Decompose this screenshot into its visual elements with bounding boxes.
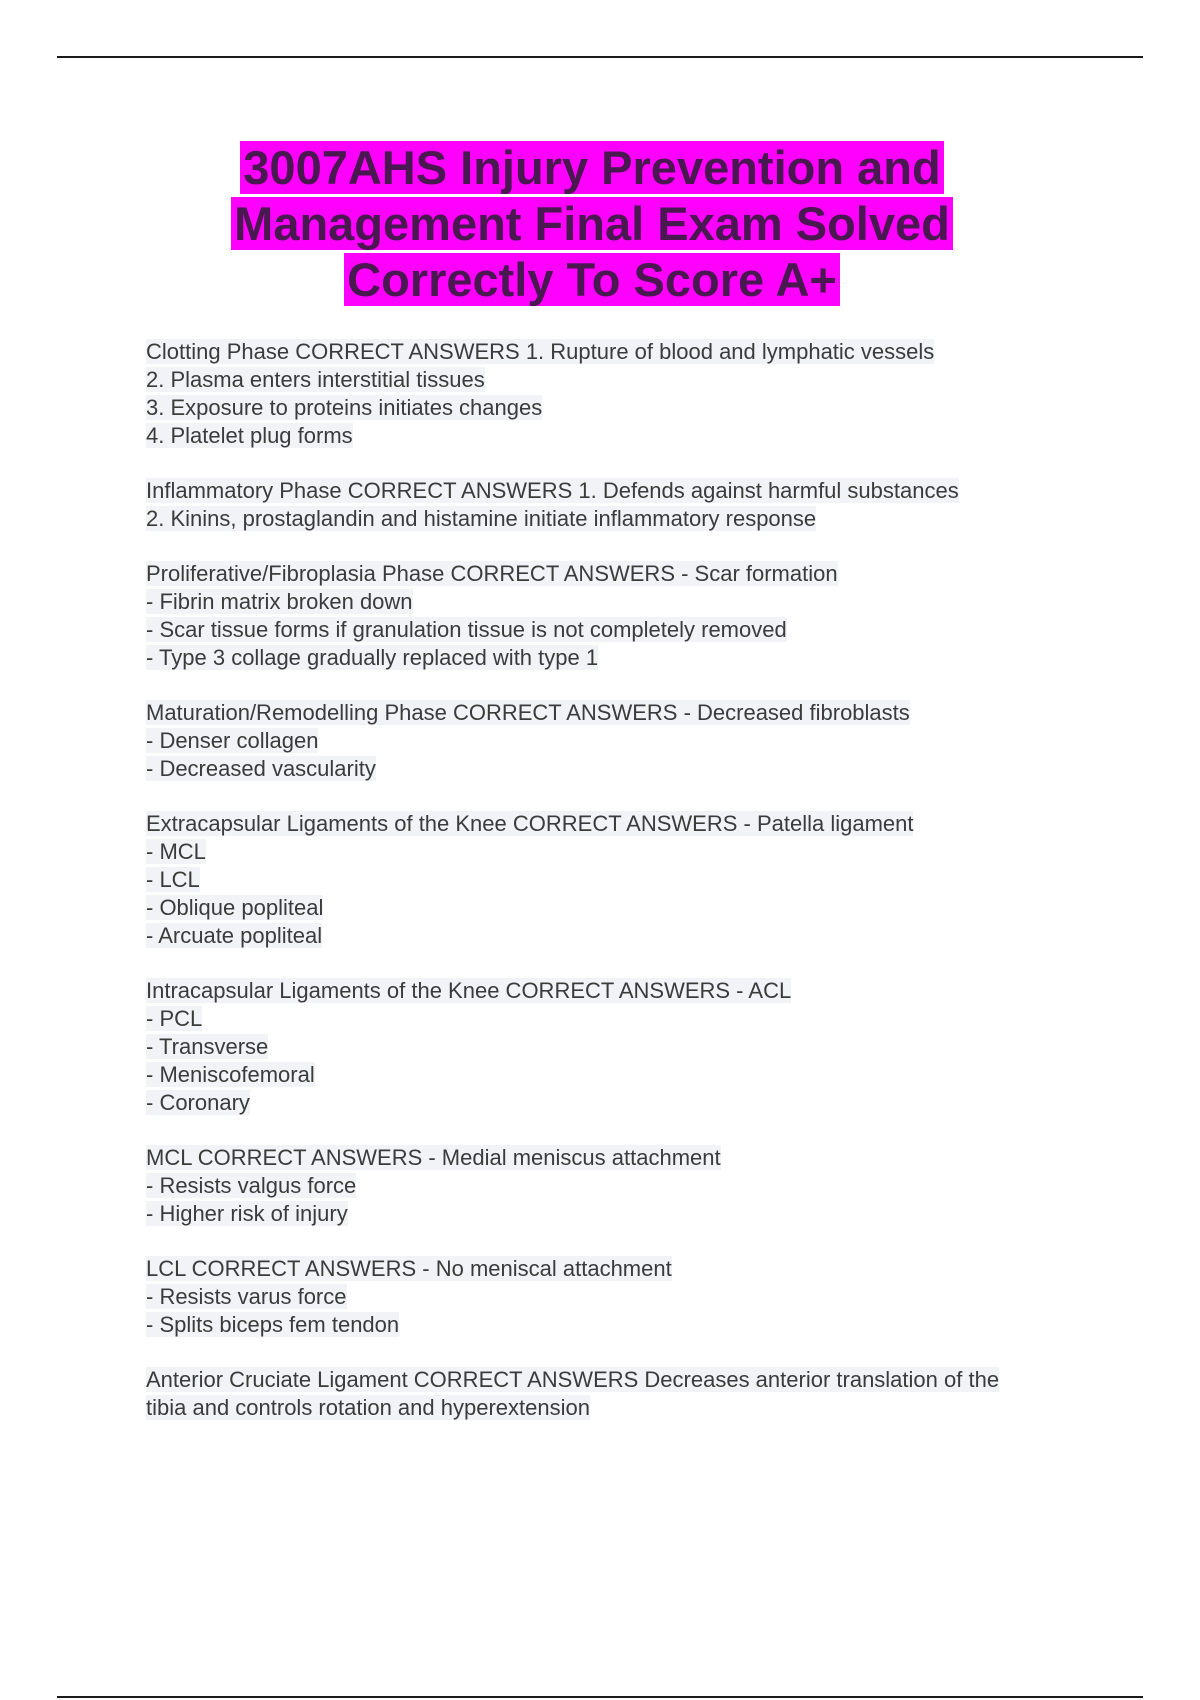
entry-line: - Transverse xyxy=(146,1034,269,1059)
entry-line: - Oblique popliteal xyxy=(146,895,324,920)
entry-line: - Splits biceps fem tendon xyxy=(146,1312,400,1337)
entry-line: 2. Kinins, prostaglandin and histamine initiate inflammatory response xyxy=(146,506,817,531)
entry-line: - Resists valgus force xyxy=(146,1173,357,1198)
entry-line: 3. Exposure to proteins initiates changes xyxy=(146,395,543,420)
entry-line: Extracapsular Ligaments of the Knee CORRECT ANSWERS - Patella ligament xyxy=(146,811,914,836)
qa-entry-acl xyxy=(146,1366,1106,1422)
qa-entry-lcl xyxy=(146,1255,1106,1339)
entry-line: Anterior Cruciate Ligament CORRECT ANSWERS Decreases anterior translation of the xyxy=(146,1367,1000,1392)
qa-list xyxy=(146,338,1106,1449)
bottom-rule xyxy=(57,1696,1143,1698)
entry-line: - Type 3 collage gradually replaced with type 1 xyxy=(146,645,599,670)
qa-entry-mcl xyxy=(146,1144,1106,1228)
qa-entry-intracapsular-ligaments xyxy=(146,977,1106,1117)
qa-entry-extracapsular-ligaments xyxy=(146,810,1106,950)
entry-line: - Meniscofemoral xyxy=(146,1062,315,1087)
entry-line: Intracapsular Ligaments of the Knee CORRECT ANSWERS - ACL xyxy=(146,978,792,1003)
qa-entry-inflammatory-phase xyxy=(146,477,1106,533)
qa-entry-maturation-phase xyxy=(146,699,1106,783)
title-block xyxy=(170,140,1014,308)
entry-line: - Arcuate popliteal xyxy=(146,923,323,948)
entry-line: - MCL xyxy=(146,839,206,864)
entry-line: - LCL xyxy=(146,867,200,892)
qa-entry-proliferative-phase xyxy=(146,560,1106,672)
entry-line: 4. Platelet plug forms xyxy=(146,423,353,448)
title-highlight: 3007AHS Injury Prevention and Management Final Exam Solved Correctly To Score A+ xyxy=(231,141,953,306)
top-rule xyxy=(57,56,1143,58)
entry-line: - Fibrin matrix broken down xyxy=(146,589,413,614)
entry-line: MCL CORRECT ANSWERS - Medial meniscus attachment xyxy=(146,1145,721,1170)
entry-line: Maturation/Remodelling Phase CORRECT ANSWERS - Decreased fibroblasts xyxy=(146,700,910,725)
entry-line: Proliferative/Fibroplasia Phase CORRECT ANSWERS - Scar formation xyxy=(146,561,838,586)
entry-line: LCL CORRECT ANSWERS - No meniscal attachment xyxy=(146,1256,672,1281)
entry-line: - Higher risk of injury xyxy=(146,1201,348,1226)
entry-line: - Denser collagen xyxy=(146,728,319,753)
entry-line: - PCL xyxy=(146,1006,203,1031)
qa-entry-clotting-phase xyxy=(146,338,1106,450)
entry-line: - Resists varus force xyxy=(146,1284,347,1309)
entry-line: 2. Plasma enters interstitial tissues xyxy=(146,367,485,392)
entry-line: Clotting Phase CORRECT ANSWERS 1. Rupture of blood and lymphatic vessels xyxy=(146,339,935,364)
entry-line: tibia and controls rotation and hyperextension xyxy=(146,1395,590,1420)
entry-line: - Coronary xyxy=(146,1090,250,1115)
entry-line: - Decreased vascularity xyxy=(146,756,376,781)
entry-line: Inflammatory Phase CORRECT ANSWERS 1. Defends against harmful substances xyxy=(146,478,959,503)
entry-line: - Scar tissue forms if granulation tissue is not completely removed xyxy=(146,617,787,642)
document-title xyxy=(170,140,1014,308)
